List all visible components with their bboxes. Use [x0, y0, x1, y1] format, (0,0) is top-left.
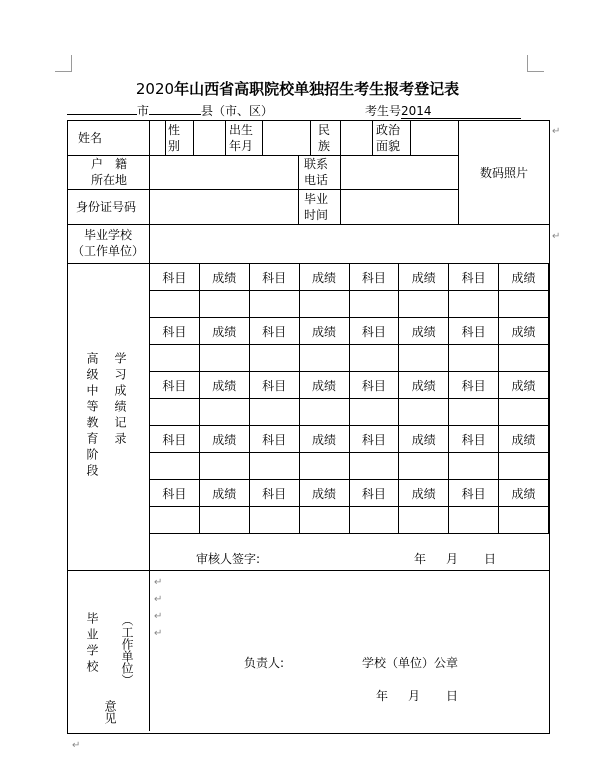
grade-cell[interactable]	[150, 453, 200, 480]
gender-label: 性 别	[168, 123, 181, 153]
grades-header-row	[150, 264, 549, 291]
opinion-bottom-label: 意见	[103, 700, 117, 724]
grade-cell[interactable]	[150, 291, 200, 318]
id-label: 身份证号码	[76, 200, 137, 214]
score-label: 成绩	[199, 264, 249, 291]
grade-cell[interactable]	[449, 291, 499, 318]
subject-label: 科目	[349, 480, 399, 507]
phone-label: 联系 电话	[304, 157, 329, 187]
grad-time-label: 毕业 时间	[304, 192, 329, 222]
subject-label: 科目	[150, 372, 200, 399]
grade-cell[interactable]	[199, 453, 249, 480]
subject-label: 科目	[249, 264, 299, 291]
subject-label: 科目	[449, 264, 499, 291]
grade-cell[interactable]	[249, 291, 299, 318]
grades-value-row	[150, 453, 549, 480]
subject-label: 科目	[249, 318, 299, 345]
subject-label: 科目	[349, 264, 399, 291]
political-label: 政治 面貌	[376, 123, 401, 153]
grade-cell[interactable]	[249, 345, 299, 372]
reviewer-label: 审核人签字:	[196, 552, 261, 566]
photo-label: 数码照片	[480, 166, 529, 180]
grade-cell[interactable]	[449, 453, 499, 480]
grade-cell[interactable]	[399, 399, 449, 426]
grade-cell[interactable]	[150, 399, 200, 426]
score-label: 成绩	[399, 318, 449, 345]
grades-header-row	[150, 372, 549, 399]
exam-number: 考生号2014	[365, 102, 521, 119]
grade-cell[interactable]	[349, 291, 399, 318]
subheader: 市 县（市、区）	[67, 102, 273, 119]
para-mark: ↵	[154, 577, 163, 588]
grade-cell[interactable]	[249, 507, 299, 534]
subject-label: 科目	[349, 372, 399, 399]
subject-label: 科目	[249, 372, 299, 399]
subject-label: 科目	[150, 264, 200, 291]
grade-cell[interactable]	[199, 507, 249, 534]
grade-cell[interactable]	[449, 507, 499, 534]
grade-cell[interactable]	[199, 291, 249, 318]
subject-label: 科目	[150, 318, 200, 345]
grades-value-row	[150, 507, 549, 534]
grade-cell[interactable]	[299, 345, 349, 372]
subject-label: 科目	[449, 480, 499, 507]
score-label: 成绩	[299, 264, 349, 291]
grade-cell[interactable]	[499, 345, 549, 372]
grade-cell[interactable]	[499, 399, 549, 426]
grade-cell[interactable]	[349, 507, 399, 534]
score-label: 成绩	[299, 318, 349, 345]
grades-header-row	[150, 480, 549, 507]
grade-cell[interactable]	[349, 399, 399, 426]
grade-cell[interactable]	[349, 453, 399, 480]
grade-cell[interactable]	[399, 345, 449, 372]
score-label: 成绩	[499, 426, 549, 453]
para-mark: ↵	[154, 594, 163, 605]
grade-cell[interactable]	[499, 507, 549, 534]
grade-cell[interactable]	[399, 291, 449, 318]
hukou-label: 户 籍 所在地	[90, 157, 127, 187]
grade-cell[interactable]	[249, 453, 299, 480]
subject-label: 科目	[349, 426, 399, 453]
opinion-month: 月	[408, 689, 421, 703]
crop-mark-top-right	[527, 55, 544, 72]
score-label: 成绩	[399, 426, 449, 453]
grade-cell[interactable]	[349, 345, 399, 372]
seal-label: 学校（单位）公章	[362, 656, 459, 670]
score-label: 成绩	[399, 480, 449, 507]
grade-cell[interactable]	[150, 507, 200, 534]
para-mark: ↵	[552, 231, 561, 242]
score-label: 成绩	[499, 264, 549, 291]
para-mark: ↵	[154, 628, 163, 639]
school-label: 毕业学校 （工作单位）	[71, 228, 144, 258]
grades-value-row	[150, 345, 549, 372]
name-label: 姓名	[78, 131, 103, 145]
grade-cell[interactable]	[499, 291, 549, 318]
para-mark: ↵	[72, 740, 81, 751]
grade-cell[interactable]	[299, 453, 349, 480]
opinion-day: 日	[446, 689, 459, 703]
grade-cell[interactable]	[150, 345, 200, 372]
review-year: 年	[414, 552, 427, 566]
review-month: 月	[446, 552, 459, 566]
score-label: 成绩	[299, 426, 349, 453]
page-title: 2020年山西省高职院校单独招生考生报考登记表	[135, 80, 460, 98]
ethnic-label: 民 族	[318, 123, 331, 153]
grade-cell[interactable]	[249, 399, 299, 426]
grade-cell[interactable]	[449, 399, 499, 426]
grade-cell[interactable]	[199, 345, 249, 372]
grades-value-row	[150, 399, 549, 426]
leader-label: 负责人:	[244, 656, 285, 670]
grade-cell[interactable]	[199, 399, 249, 426]
grades-left-label: 高级中等教育阶段	[85, 352, 99, 480]
subject-label: 科目	[349, 318, 399, 345]
grades-table	[149, 263, 549, 534]
score-label: 成绩	[199, 318, 249, 345]
score-label: 成绩	[299, 372, 349, 399]
score-label: 成绩	[399, 264, 449, 291]
score-label: 成绩	[199, 426, 249, 453]
grade-cell[interactable]	[299, 399, 349, 426]
subject-label: 科目	[449, 318, 499, 345]
score-label: 成绩	[399, 372, 449, 399]
opinion-year: 年	[376, 689, 389, 703]
grade-cell[interactable]	[399, 507, 449, 534]
para-mark: ↵	[552, 126, 561, 137]
score-label: 成绩	[199, 480, 249, 507]
crop-mark-top-left	[55, 55, 72, 72]
subject-label: 科目	[150, 426, 200, 453]
grade-cell[interactable]	[399, 453, 449, 480]
opinion-mid-label: （工作单位）	[120, 614, 134, 686]
grades-right-label: 学习成绩记录	[113, 352, 127, 448]
grades-header-row	[150, 318, 549, 345]
para-mark: ↵	[154, 611, 163, 622]
grade-cell[interactable]	[299, 507, 349, 534]
grade-cell[interactable]	[499, 453, 549, 480]
score-label: 成绩	[499, 372, 549, 399]
subject-label: 科目	[449, 372, 499, 399]
grades-value-row	[150, 291, 549, 318]
subject-label: 科目	[449, 426, 499, 453]
score-label: 成绩	[499, 480, 549, 507]
score-label: 成绩	[499, 318, 549, 345]
score-label: 成绩	[299, 480, 349, 507]
grades-header-row	[150, 426, 549, 453]
grade-cell[interactable]	[449, 345, 499, 372]
subject-label: 科目	[150, 480, 200, 507]
review-day: 日	[484, 552, 497, 566]
score-label: 成绩	[199, 372, 249, 399]
subject-label: 科目	[249, 426, 299, 453]
birth-label: 出生 年月	[229, 123, 254, 153]
opinion-left-label: 毕业学校	[85, 612, 99, 676]
grade-cell[interactable]	[299, 291, 349, 318]
subject-label: 科目	[249, 480, 299, 507]
